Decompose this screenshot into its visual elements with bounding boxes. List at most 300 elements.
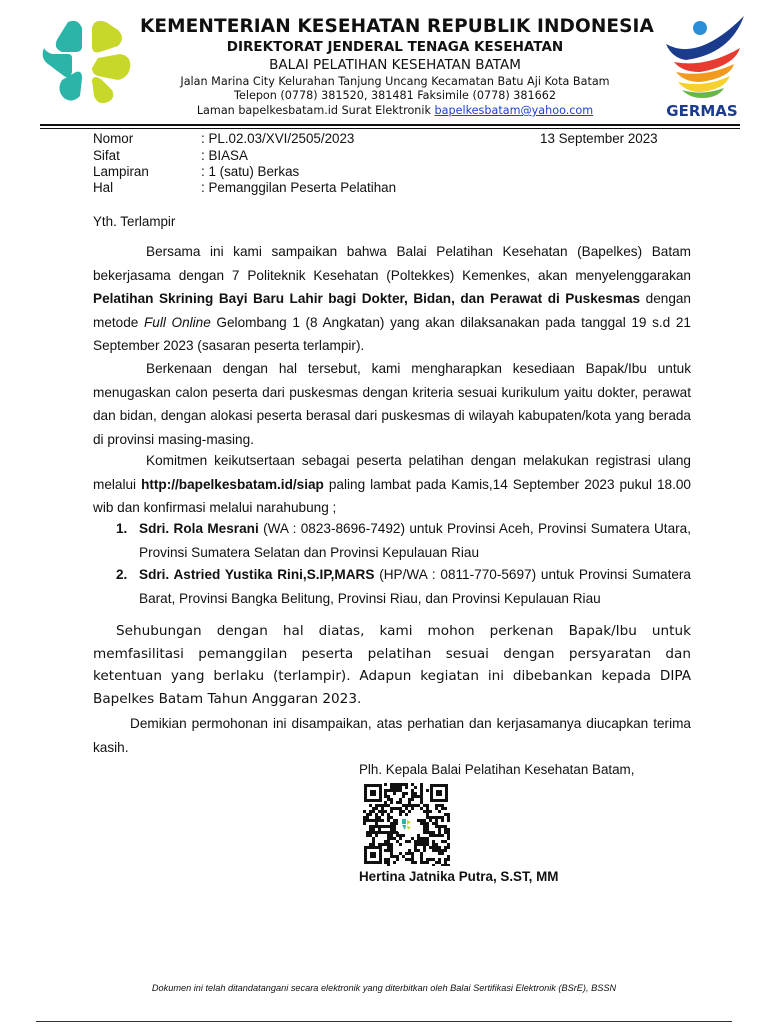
qr-module xyxy=(429,858,432,861)
bottom-rule xyxy=(36,1021,732,1022)
qr-module xyxy=(429,834,432,837)
qr-module xyxy=(387,849,390,852)
qr-module xyxy=(414,792,417,795)
qr-module xyxy=(405,840,408,843)
qr-module xyxy=(393,786,396,789)
qr-module xyxy=(387,825,390,828)
qr-module xyxy=(384,792,387,795)
qr-module xyxy=(432,822,435,825)
method-name: Full Online xyxy=(143,314,211,330)
qr-module xyxy=(411,783,414,786)
qr-module xyxy=(393,789,396,792)
qr-module xyxy=(429,819,432,822)
qr-module xyxy=(414,804,417,807)
qr-module xyxy=(435,846,438,849)
qr-module xyxy=(411,804,414,807)
qr-module xyxy=(387,798,390,801)
qr-module xyxy=(432,831,435,834)
qr-module xyxy=(411,855,414,858)
qr-module xyxy=(393,783,396,786)
p2-text: Berkenaan dengan hal tersebut, kami mengharapkan kesediaan Bapak/Ibu untuk menugaskan calon peserta dari puskesmas dengan kriteria sesuai kurikulum yaitu dokter, perawat dan bidan, dengan alokasi peserta berasal dari puskesmas di wilayah kabupaten/kota yang berada di provinsi masing-masing. xyxy=(93,361,691,447)
qr-module xyxy=(429,831,432,834)
qr-module xyxy=(393,792,396,795)
qr-module xyxy=(387,831,390,834)
qr-module xyxy=(372,843,375,846)
qr-module xyxy=(390,801,393,804)
qr-module xyxy=(363,816,366,819)
qr-module xyxy=(381,813,384,816)
qr-module xyxy=(366,834,369,837)
qr-module xyxy=(396,789,399,792)
qr-module xyxy=(423,831,426,834)
qr-module xyxy=(378,816,381,819)
qr-module xyxy=(381,831,384,834)
qr-module xyxy=(417,849,420,852)
qr-module xyxy=(369,843,372,846)
qr-module xyxy=(372,837,375,840)
qr-module xyxy=(423,849,426,852)
qr-module xyxy=(402,804,405,807)
qr-module xyxy=(411,795,414,798)
qr-module xyxy=(390,783,393,786)
qr-module xyxy=(393,828,396,831)
qr-module xyxy=(435,843,438,846)
qr-module xyxy=(399,798,402,801)
qr-module xyxy=(384,783,387,786)
qr-module xyxy=(441,852,444,855)
qr-module xyxy=(402,855,405,858)
qr-module xyxy=(387,813,390,816)
qr-module xyxy=(408,810,411,813)
qr-module xyxy=(420,858,423,861)
qr-module xyxy=(375,807,378,810)
qr-module xyxy=(441,807,444,810)
qr-module xyxy=(366,813,369,816)
qr-module xyxy=(444,849,447,852)
qr-module xyxy=(375,816,378,819)
qr-module xyxy=(390,786,393,789)
office-phone: Telepon (0778) 381520, 381481 Faksimile (0778) 381662 xyxy=(234,89,556,102)
qr-module xyxy=(447,831,450,834)
qr-module xyxy=(426,807,429,810)
qr-module xyxy=(405,813,408,816)
qr-module xyxy=(441,804,444,807)
qr-module xyxy=(366,819,369,822)
qr-module xyxy=(438,810,441,813)
qr-module xyxy=(420,852,423,855)
qr-module xyxy=(399,813,402,816)
qr-module xyxy=(414,861,417,864)
contact-name: Sdri. Astried Yustika Rini,S.IP,MARS xyxy=(139,567,375,582)
qr-module xyxy=(411,861,414,864)
qr-module xyxy=(396,858,399,861)
qr-code xyxy=(362,782,450,866)
qr-module xyxy=(435,819,438,822)
qr-module xyxy=(414,843,417,846)
qr-module xyxy=(447,816,450,819)
qr-module xyxy=(384,858,387,861)
qr-module xyxy=(393,831,396,834)
qr-module xyxy=(387,861,390,864)
qr-module xyxy=(387,846,390,849)
qr-module xyxy=(417,819,420,822)
qr-module xyxy=(375,804,378,807)
qr-module xyxy=(372,819,375,822)
qr-module xyxy=(387,837,390,840)
qr-module xyxy=(396,855,399,858)
qr-module xyxy=(444,825,447,828)
qr-module xyxy=(435,822,438,825)
qr-module xyxy=(423,804,426,807)
qr-module xyxy=(435,849,438,852)
qr-module xyxy=(369,813,372,816)
qr-module xyxy=(387,789,390,792)
qr-module xyxy=(384,849,387,852)
header-rule-thick xyxy=(40,124,740,126)
germas-label: GERMAS xyxy=(666,102,738,120)
qr-module xyxy=(405,804,408,807)
lampiran-value: : 1 (satu) Berkas xyxy=(201,164,300,179)
qr-module xyxy=(381,807,384,810)
qr-module xyxy=(372,828,375,831)
qr-module xyxy=(420,783,423,786)
qr-module xyxy=(390,834,393,837)
qr-module xyxy=(369,831,372,834)
qr-module xyxy=(426,858,429,861)
qr-module xyxy=(438,834,441,837)
qr-module xyxy=(420,801,423,804)
qr-module xyxy=(438,852,441,855)
qr-module xyxy=(420,786,423,789)
qr-module xyxy=(420,843,423,846)
qr-module xyxy=(399,789,402,792)
qr-module xyxy=(375,831,378,834)
germas-logo xyxy=(660,10,752,122)
qr-module xyxy=(423,840,426,843)
qr-module xyxy=(402,810,405,813)
qr-module xyxy=(378,810,381,813)
qr-module xyxy=(375,834,378,837)
qr-module xyxy=(393,822,396,825)
qr-module xyxy=(405,786,408,789)
qr-module xyxy=(396,783,399,786)
qr-module xyxy=(393,837,396,840)
qr-module xyxy=(423,861,426,864)
qr-module xyxy=(438,861,441,864)
qr-module xyxy=(423,819,426,822)
qr-module xyxy=(441,834,444,837)
nomor-label: Nomor xyxy=(93,131,134,146)
qr-module xyxy=(408,840,411,843)
qr-module xyxy=(438,828,441,831)
website-label: Laman bapelkesbatam.id Surat Elektronik xyxy=(196,104,435,117)
qr-module xyxy=(399,810,402,813)
paragraph-2 xyxy=(93,357,691,451)
qr-module xyxy=(369,828,372,831)
qr-module xyxy=(396,807,399,810)
qr-module xyxy=(432,843,435,846)
qr-module xyxy=(441,849,444,852)
signatory-title: Plh. Kepala Balai Pelatihan Kesehatan Batam, xyxy=(359,762,635,777)
qr-module xyxy=(411,807,414,810)
qr-module xyxy=(420,855,423,858)
qr-module xyxy=(438,816,441,819)
qr-module xyxy=(393,807,396,810)
qr-module xyxy=(384,843,387,846)
qr-module xyxy=(381,825,384,828)
qr-module xyxy=(417,837,420,840)
qr-module xyxy=(426,810,429,813)
qr-module xyxy=(447,858,450,861)
qr-module xyxy=(399,852,402,855)
qr-module xyxy=(426,861,429,864)
qr-module xyxy=(402,783,405,786)
qr-module xyxy=(438,831,441,834)
qr-module xyxy=(441,825,444,828)
qr-module xyxy=(447,819,450,822)
qr-module xyxy=(387,840,390,843)
p1-text-c: Gelombang 1 (8 Angkatan) yang akan dilaksanakan pada tanggal 19 s.d 21 September 2023 (sasaran peserta terlampir). xyxy=(93,314,691,353)
qr-module xyxy=(444,807,447,810)
qr-module xyxy=(435,861,438,864)
office-web-line xyxy=(140,104,650,117)
qr-module xyxy=(420,792,423,795)
qr-module xyxy=(396,834,399,837)
qr-module xyxy=(411,798,414,801)
qr-module xyxy=(381,843,384,846)
qr-module xyxy=(408,798,411,801)
qr-module xyxy=(387,804,390,807)
qr-module xyxy=(402,795,405,798)
qr-module xyxy=(384,795,387,798)
qr-module xyxy=(381,810,384,813)
qr-module xyxy=(390,816,393,819)
qr-module xyxy=(426,843,429,846)
qr-module xyxy=(390,843,393,846)
qr-module xyxy=(390,855,393,858)
registration-link[interactable]: http://bapelkesbatam.id/siap xyxy=(141,476,324,492)
qr-module xyxy=(420,837,423,840)
qr-module xyxy=(411,852,414,855)
qr-module xyxy=(399,801,402,804)
qr-module xyxy=(378,831,381,834)
sifat-value: : BIASA xyxy=(201,148,248,163)
paragraph-4 xyxy=(93,620,691,710)
qr-module xyxy=(405,852,408,855)
qr-module xyxy=(408,858,411,861)
email-link[interactable]: bapelkesbatam@yahoo.com xyxy=(434,104,594,117)
qr-module xyxy=(384,831,387,834)
qr-module xyxy=(363,810,366,813)
p4-text: Sehubungan dengan hal diatas, kami mohon perkenan Bapak/Ibu untuk memfasilitasi pemanggilan peserta pelatihan sesuai dengan persyaratan dan ketentuan yang berlaku (terlampir). Adapun kegiatan ini dibebankan kepada DIPA Bapelkes Batam Tahun Anggaran 2023. xyxy=(93,623,691,707)
qr-module xyxy=(384,840,387,843)
qr-module xyxy=(384,801,387,804)
qr-module xyxy=(435,825,438,828)
p1-text-a: Bersama ini kami sampaikan bahwa Balai Pelatihan Kesehatan (Bapelkes) Batam bekerjasama dengan 7 Politeknik Kesehatan (Poltekkes) Kemenkes, akan menyelenggarakan xyxy=(93,244,691,283)
qr-module xyxy=(447,855,450,858)
qr-module xyxy=(435,804,438,807)
qr-module xyxy=(420,822,423,825)
qr-module xyxy=(447,846,450,849)
qr-module xyxy=(435,834,438,837)
qr-module xyxy=(399,807,402,810)
qr-module xyxy=(432,858,435,861)
qr-module xyxy=(429,846,432,849)
qr-module xyxy=(375,813,378,816)
qr-module xyxy=(420,819,423,822)
qr-module xyxy=(390,849,393,852)
qr-module xyxy=(372,825,375,828)
qr-module xyxy=(402,792,405,795)
qr-module xyxy=(438,804,441,807)
qr-module xyxy=(399,837,402,840)
ministry-title: KEMENTERIAN KESEHATAN REPUBLIK INDONESIA xyxy=(140,16,654,37)
qr-module xyxy=(420,840,423,843)
qr-module xyxy=(369,819,372,822)
qr-module xyxy=(384,804,387,807)
sifat-label: Sifat xyxy=(93,148,120,163)
qr-module xyxy=(441,864,444,866)
qr-module xyxy=(423,843,426,846)
qr-module xyxy=(369,825,372,828)
hal-value: : Pemanggilan Peserta Pelatihan xyxy=(201,180,397,195)
qr-module xyxy=(390,852,393,855)
qr-module xyxy=(384,861,387,864)
nomor-value: : PL.02.03/XVI/2505/2023 xyxy=(201,131,355,146)
qr-module xyxy=(417,843,420,846)
qr-module xyxy=(417,795,420,798)
qr-module xyxy=(378,825,381,828)
qr-module xyxy=(393,861,396,864)
qr-module xyxy=(408,804,411,807)
qr-module xyxy=(378,828,381,831)
qr-module xyxy=(378,819,381,822)
qr-module xyxy=(447,828,450,831)
qr-module xyxy=(444,828,447,831)
qr-module xyxy=(390,810,393,813)
qr-module xyxy=(444,831,447,834)
letter-date: 13 September 2023 xyxy=(540,131,658,146)
qr-module xyxy=(438,825,441,828)
kemenkes-logo xyxy=(40,18,132,104)
qr-module xyxy=(363,822,366,825)
qr-module xyxy=(408,852,411,855)
qr-module xyxy=(423,822,426,825)
qr-module xyxy=(399,843,402,846)
qr-module xyxy=(387,843,390,846)
qr-module xyxy=(369,804,372,807)
qr-module xyxy=(393,825,396,828)
qr-module xyxy=(393,819,396,822)
training-title: Pelatihan Skrining Bayi Baru Lahir bagi Dokter, Bidan, dan Perawat di Puskesmas xyxy=(93,291,641,306)
p1-text-b: dengan metode xyxy=(93,291,691,330)
qr-module xyxy=(405,807,408,810)
qr-module xyxy=(417,840,420,843)
qr-module xyxy=(426,840,429,843)
qr-module xyxy=(366,816,369,819)
qr-module xyxy=(363,819,366,822)
contact-item xyxy=(116,563,691,610)
contact-number: 2. xyxy=(116,567,128,582)
qr-module xyxy=(411,858,414,861)
qr-module xyxy=(396,840,399,843)
qr-module xyxy=(444,813,447,816)
qr-module xyxy=(384,810,387,813)
qr-module xyxy=(414,795,417,798)
qr-module xyxy=(390,846,393,849)
qr-module xyxy=(411,789,414,792)
qr-module xyxy=(387,834,390,837)
qr-module xyxy=(411,792,414,795)
qr-module xyxy=(417,804,420,807)
qr-module xyxy=(411,837,414,840)
qr-module xyxy=(432,849,435,852)
qr-module xyxy=(423,810,426,813)
qr-module xyxy=(426,822,429,825)
qr-module xyxy=(405,792,408,795)
qr-module xyxy=(423,825,426,828)
qr-module xyxy=(426,825,429,828)
lampiran-label: Lampiran xyxy=(93,164,149,179)
p3-text-b: paling lambat pada Kamis,14 September 2023 pukul 18.00 wib dan konfirmasi melalui narahubung ; xyxy=(93,476,691,515)
qr-module xyxy=(426,789,429,792)
qr-module xyxy=(366,831,369,834)
qr-module xyxy=(432,816,435,819)
qr-module xyxy=(426,813,429,816)
qr-module xyxy=(399,786,402,789)
contact-detail: (WA : 0823-8696-7492) untuk Provinsi Aceh, Provinsi Sumatera Utara, Provinsi Sumatera Selatan dan Provinsi Kepulauan Riau xyxy=(139,521,691,560)
qr-module xyxy=(390,789,393,792)
qr-module xyxy=(390,798,393,801)
qr-module xyxy=(387,795,390,798)
qr-module xyxy=(420,789,423,792)
contact-detail: (HP/WA : 0811-770-5697) untuk Provinsi Sumatera Barat, Provinsi Bangka Belitung, Provinsi Riau, dan Provinsi Kepulauan Riau xyxy=(139,567,691,606)
qr-module xyxy=(387,816,390,819)
e-signature-note: Dokumen ini telah ditandatangani secara elektronik yang diterbitkan oleh Balai Sertifikasi Elektronik (BSrE), BSSN xyxy=(151,983,617,993)
paragraph-5 xyxy=(93,712,691,759)
qr-module xyxy=(390,822,393,825)
qr-module xyxy=(420,861,423,864)
qr-module xyxy=(441,816,444,819)
qr-module xyxy=(441,840,444,843)
qr-module xyxy=(438,846,441,849)
directorate-title: DIREKTORAT JENDERAL TENAGA KESEHATAN xyxy=(226,39,564,55)
p3-text-a: Komitmen keikutsertaan sebagai peserta pelatihan dengan melakukan registrasi ulang melalui xyxy=(93,453,691,492)
qr-module xyxy=(438,858,441,861)
qr-module xyxy=(423,837,426,840)
qr-module xyxy=(372,840,375,843)
header-rule-thin xyxy=(40,128,740,129)
qr-module xyxy=(444,861,447,864)
qr-module xyxy=(444,840,447,843)
qr-module xyxy=(417,834,420,837)
qr-module xyxy=(405,858,408,861)
qr-module xyxy=(414,846,417,849)
qr-module xyxy=(369,810,372,813)
qr-module xyxy=(414,786,417,789)
qr-module xyxy=(447,864,450,866)
qr-module xyxy=(441,819,444,822)
hal-label: Hal xyxy=(93,180,114,195)
qr-module xyxy=(399,783,402,786)
qr-module xyxy=(393,855,396,858)
qr-module xyxy=(372,831,375,834)
qr-module xyxy=(429,810,432,813)
qr-module xyxy=(381,819,384,822)
qr-module xyxy=(372,810,375,813)
qr-module xyxy=(399,834,402,837)
p5-text: Demikian permohonan ini disampaikan, atas perhatian dan kerjasamanya diucapkan terima kasih. xyxy=(93,716,691,755)
